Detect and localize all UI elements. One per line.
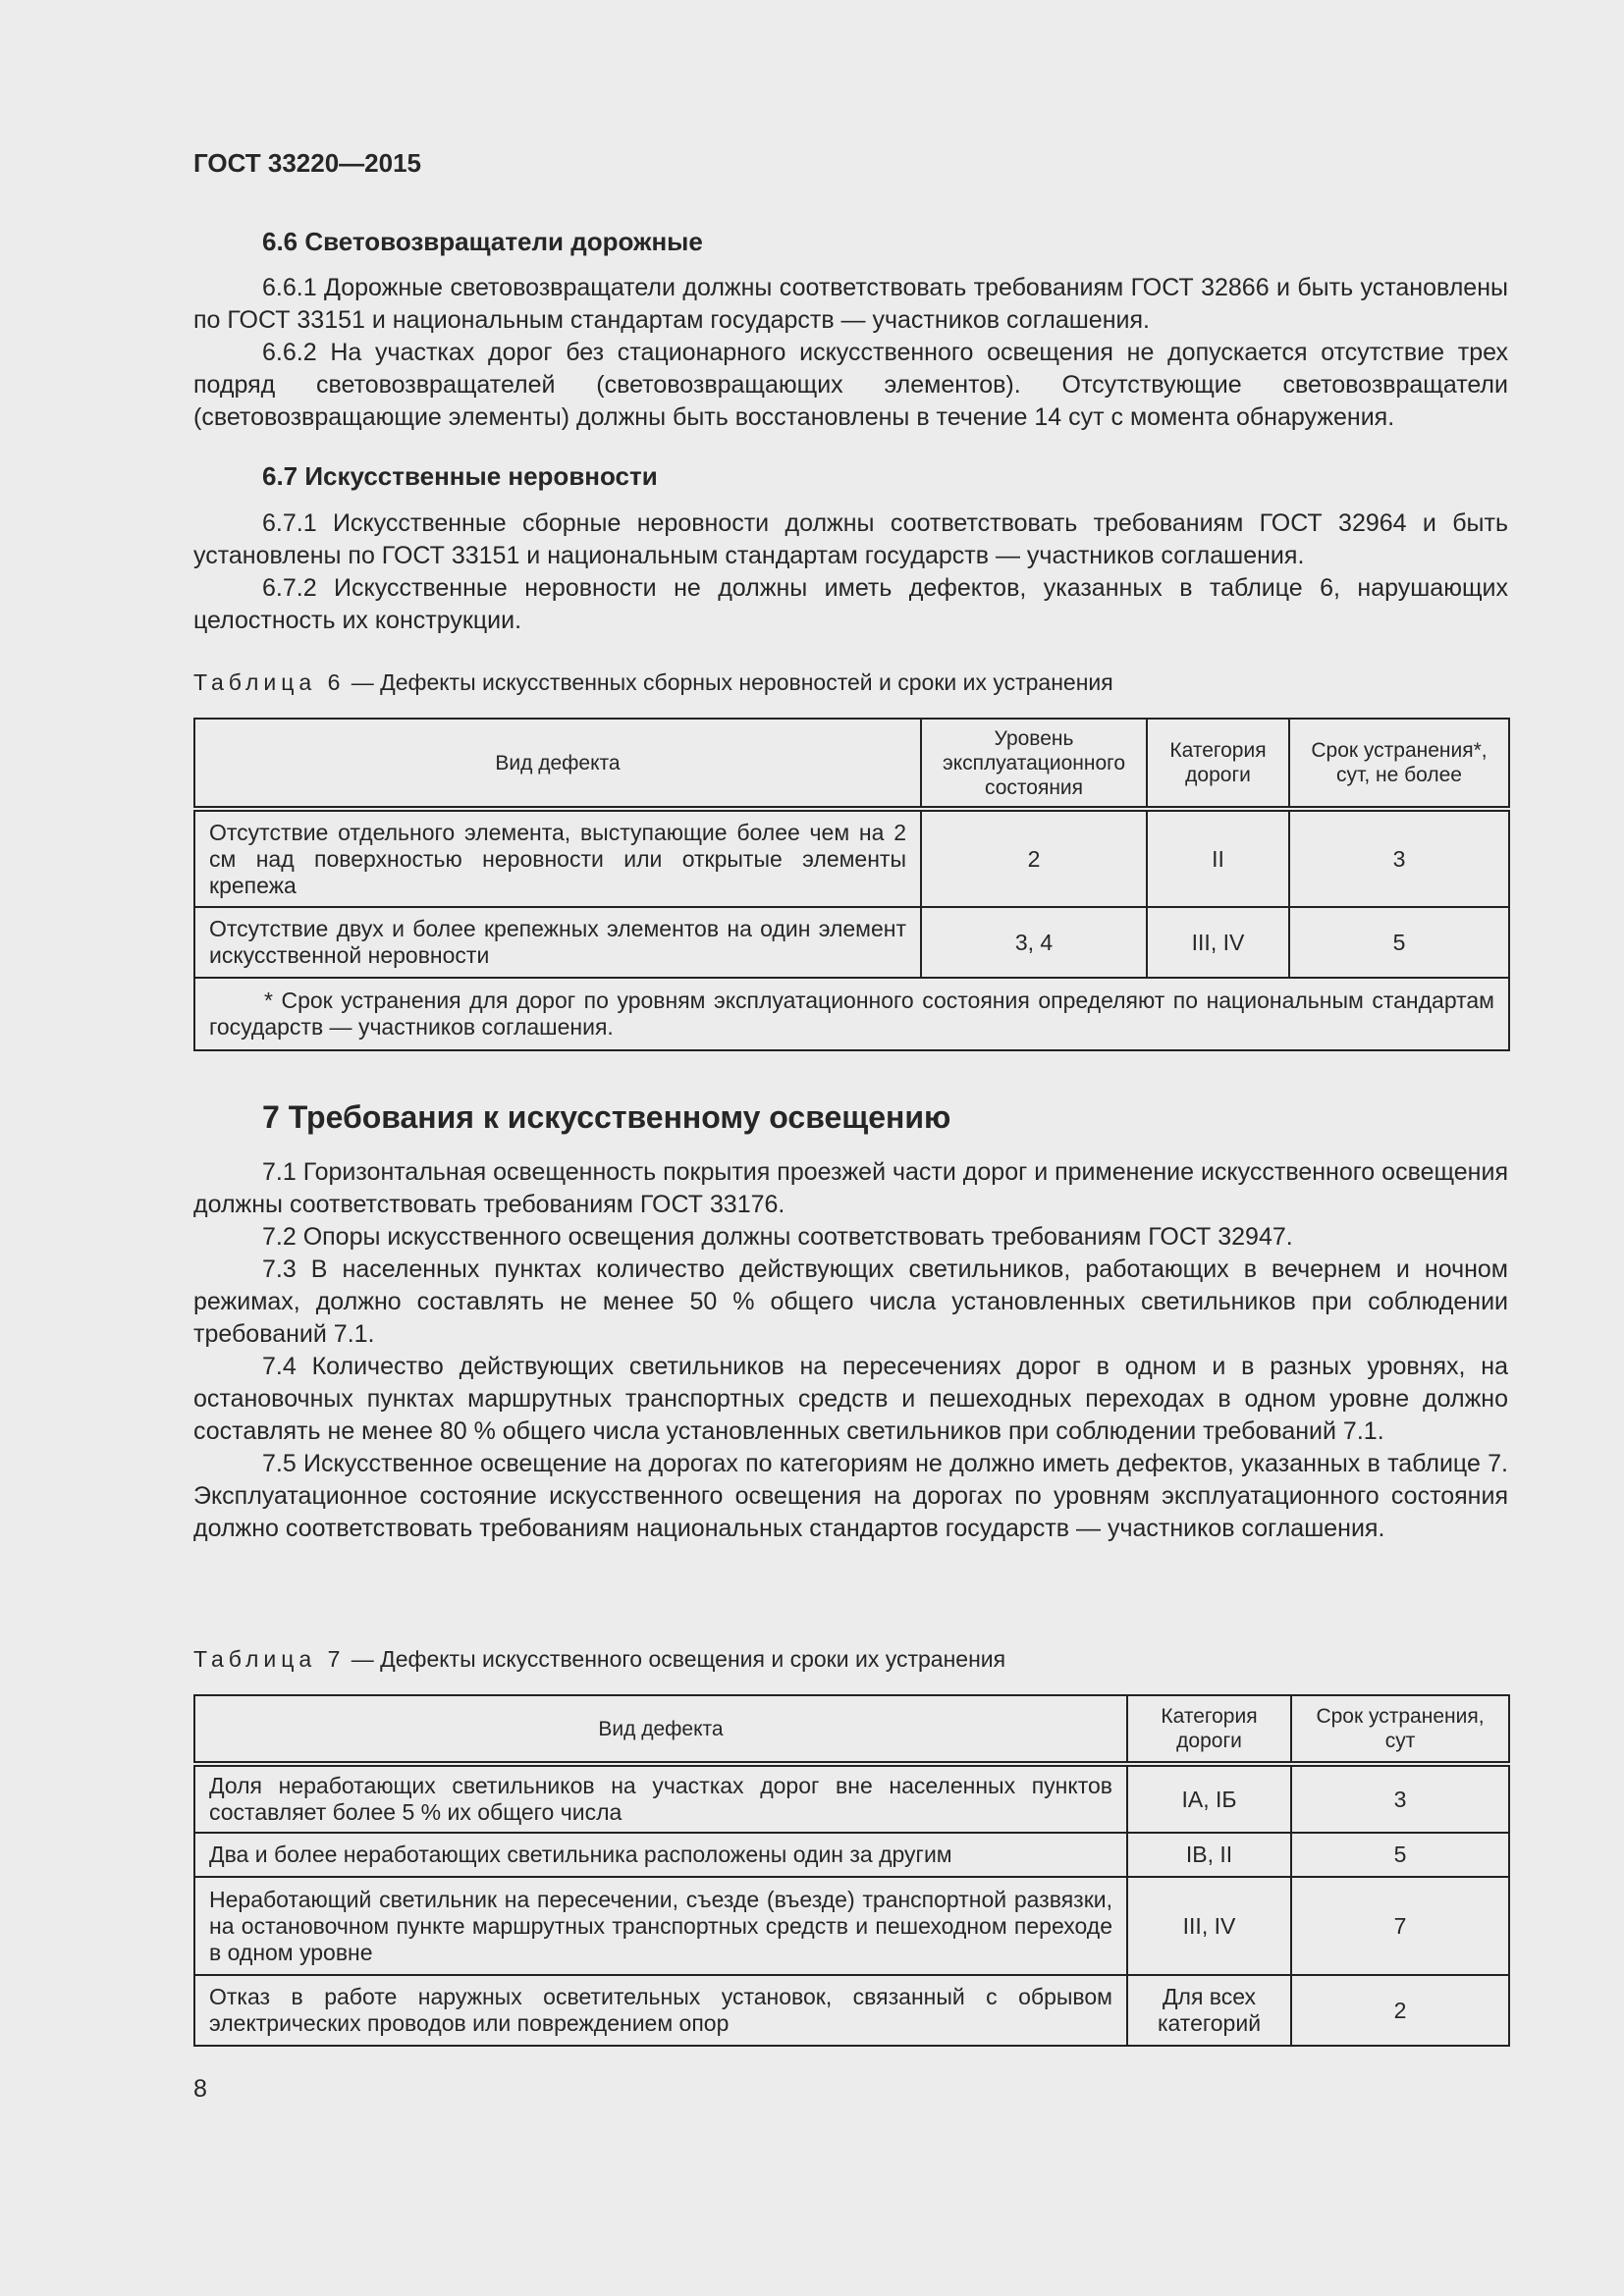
table-6-row-2-category: III, IV xyxy=(1147,907,1289,978)
paragraph-6-6-1: 6.6.1 Дорожные световозвращатели должны соответствовать требованиям ГОСТ 32866 и быть установлены по ГОСТ 33151 и национальным стандартам государств — участников соглашения. xyxy=(193,274,1508,334)
table-6-note-row xyxy=(194,978,1509,1050)
section-7 xyxy=(193,1097,1508,1545)
table-6-header-deadline: Срок устранения*, сут, не более xyxy=(1289,719,1509,809)
table-6-header-category: Категория дороги xyxy=(1147,719,1289,809)
table-7-caption-text: — Дефекты искусственного освещения и сроки их устранения xyxy=(345,1646,1006,1672)
paragraph-6-6-2: 6.6.2 На участках дорог без стационарного искусственного освещения не допускается отсутствие трех подряд световозвращателей (световозвращающих элементов). Отсутствующие световозвращатели (световозвращающие элементы) должны быть восстановлены в течение 14 сут с момента обнаружения. xyxy=(193,339,1508,431)
document-code: ГОСТ 33220—2015 xyxy=(193,148,421,178)
table-6-row-1-deadline: 3 xyxy=(1289,809,1509,907)
table-7-header-deadline: Срок устранения, сут xyxy=(1291,1695,1509,1764)
paragraph-7-3: 7.3 В населенных пунктах количество действующих светильников, работающих в вечернем и ночном режимах, должно составлять не менее 50 % общего числа установленных светильников при соблюдении требований 7.1. xyxy=(193,1255,1508,1348)
paragraph-7-1: 7.1 Горизонтальная освещенность покрытия проезжей части дорог и применение искусственного освещения должны соответствовать требованиям ГОСТ 33176. xyxy=(193,1158,1508,1218)
table-row xyxy=(194,809,1509,907)
table-7-row-3-category: III, IV xyxy=(1127,1877,1291,1975)
page-number: 8 xyxy=(193,2075,207,2103)
paragraph-6-7-1: 6.7.1 Искусственные сборные неровности должны соответствовать требованиям ГОСТ 32964 и быть установлены по ГОСТ 33151 и национальным стандартам государств — участников соглашения. xyxy=(193,509,1508,569)
paragraph-7-4: 7.4 Количество действующих светильников на пересечениях дорог в одном и в разных уровнях, на остановочных пунктах маршрутных транспортных средств и пешеходных переходах в одном уровне должно составлять не менее 80 % общего числа установленных светильников при соблюдении требований 7.1. xyxy=(193,1353,1508,1445)
table-7-caption xyxy=(193,1644,1005,1674)
table-7-row-4-defect: Отказ в работе наружных осветительных установок, связанный с обрывом электрических проводов или повреждением опор xyxy=(194,1975,1127,2046)
paragraph-6-7-2: 6.7.2 Искусственные неровности не должны иметь дефектов, указанных в таблице 6, нарушающих целостность их конструкции. xyxy=(193,574,1508,634)
table-row xyxy=(194,1877,1509,1975)
table-6-row-1-category: II xyxy=(1147,809,1289,907)
table-row xyxy=(194,1975,1509,2046)
paragraph-7-5: 7.5 Искусственное освещение на дорогах по категориям не должно иметь дефектов, указанных в таблице 7. Эксплуатационное состояние искусственного освещения на дорогах по уровням эксплуатационного состояния должно соответствовать требованиям национальных стандартов государств — участников соглашения. xyxy=(193,1450,1508,1542)
table-7-row-3-deadline: 7 xyxy=(1291,1877,1509,1975)
section-6-6-title: 6.6 Световозвращатели дорожные xyxy=(262,227,703,256)
table-6-row-1-level: 2 xyxy=(921,809,1147,907)
section-6-6 xyxy=(193,226,1508,434)
table-6-row-1-defect: Отсутствие отдельного элемента, выступающие более чем на 2 см над поверхностью неровности или открытые элементы крепежа xyxy=(194,809,921,907)
table-6-row-2-deadline: 5 xyxy=(1289,907,1509,978)
table-6-caption-text: — Дефекты искусственных сборных неровностей и сроки их устранения xyxy=(345,669,1113,695)
table-7-row-1-category: IA, IБ xyxy=(1127,1764,1291,1833)
table-6-row-2-defect: Отсутствие двух и более крепежных элементов на один элемент искусственной неровности xyxy=(194,907,921,978)
table-6-header-row xyxy=(194,719,1509,809)
table-6-caption xyxy=(193,667,1113,697)
table-6 xyxy=(193,718,1510,1051)
table-row xyxy=(194,1764,1509,1833)
table-7-row-2-deadline: 5 xyxy=(1291,1833,1509,1877)
table-7-row-2-category: IB, II xyxy=(1127,1833,1291,1877)
section-6-7-title: 6.7 Искусственные неровности xyxy=(262,461,658,491)
table-7-row-4-category: Для всех категорий xyxy=(1127,1975,1291,2046)
table-7-header-category: Категория дороги xyxy=(1127,1695,1291,1764)
table-7-row-1-deadline: 3 xyxy=(1291,1764,1509,1833)
table-6-caption-label: Таблица 6 xyxy=(193,669,346,695)
table-6-header-defect: Вид дефекта xyxy=(194,719,921,809)
table-6-footnote: * Срок устранения для дорог по уровням эксплуатационного состояния определяют по национальным стандартам государств — участников соглашения. xyxy=(194,978,1509,1050)
table-7-row-3-defect: Неработающий светильник на пересечении, съезде (въезде) транспортной развязки, на остановочном пункте маршрутных транспортных средств и пешеходном переходе в одном уровне xyxy=(194,1877,1127,1975)
table-7-header-row xyxy=(194,1695,1509,1764)
table-6-header-level: Уровень эксплуатационного состояния xyxy=(921,719,1147,809)
table-7-caption-label: Таблица 7 xyxy=(193,1646,346,1672)
section-6-7 xyxy=(193,460,1508,637)
table-7-row-2-defect: Два и более неработающих светильника расположены один за другим xyxy=(194,1833,1127,1877)
table-7-header-defect: Вид дефекта xyxy=(194,1695,1127,1764)
section-7-title: 7 Требования к искусственному освещению xyxy=(262,1099,951,1135)
table-7-row-4-deadline: 2 xyxy=(1291,1975,1509,2046)
table-row xyxy=(194,1833,1509,1877)
table-6-row-2-level: 3, 4 xyxy=(921,907,1147,978)
table-row xyxy=(194,907,1509,978)
table-7 xyxy=(193,1694,1510,2047)
table-7-row-1-defect: Доля неработающих светильников на участках дорог вне населенных пунктов составляет более 5 % их общего числа xyxy=(194,1764,1127,1833)
paragraph-7-2: 7.2 Опоры искусственного освещения должны соответствовать требованиям ГОСТ 32947. xyxy=(262,1223,1293,1251)
